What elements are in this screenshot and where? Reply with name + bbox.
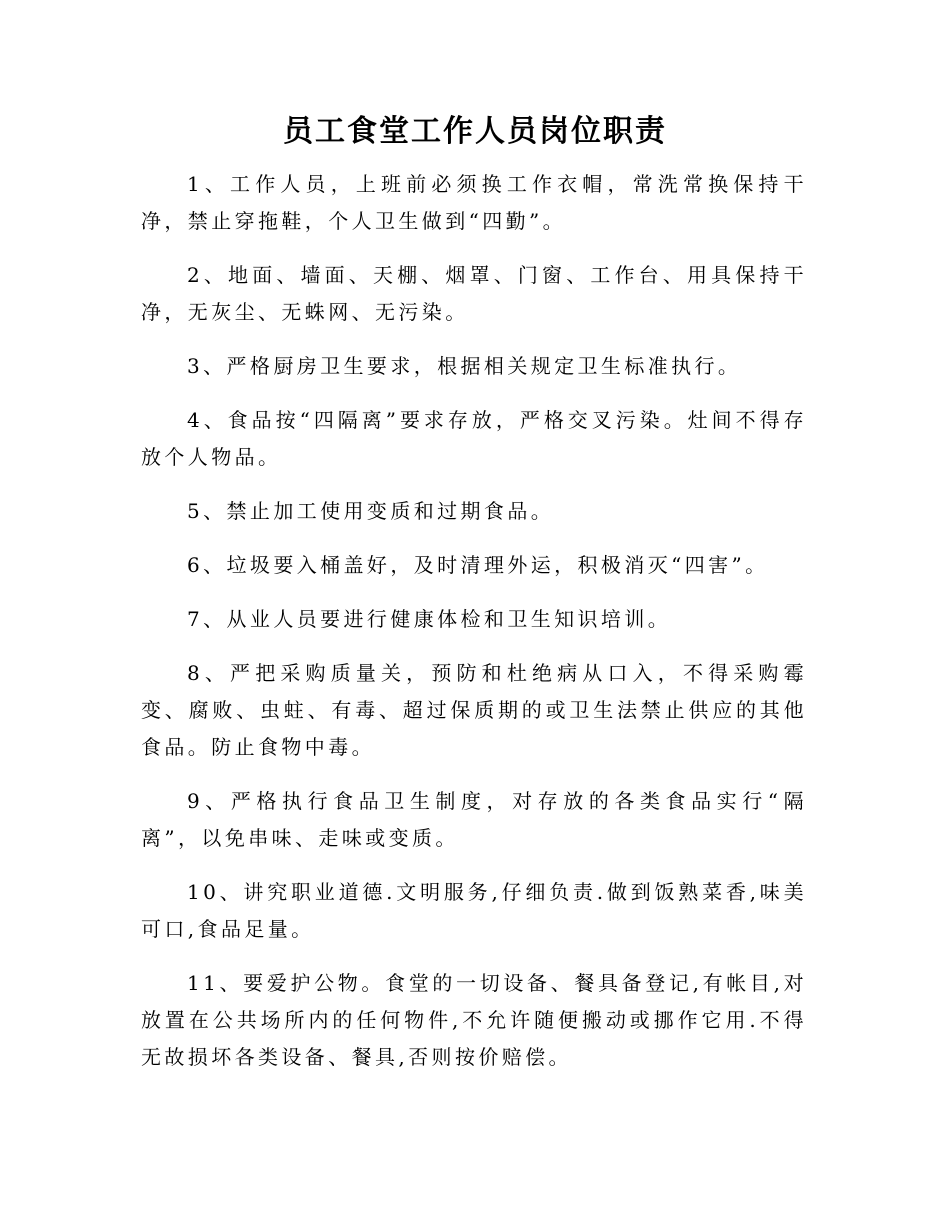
duty-item-9: 9、严格执行食品卫生制度，对存放的各类食品实行“隔离”，以免串味、走味或变质。 — [141, 789, 807, 850]
document-title: 员工食堂工作人员岗位职责 — [283, 114, 667, 149]
duty-item-6: 6、垃圾要入桶盖好，及时清理外运，积极消灭“四害”。 — [187, 553, 769, 577]
duty-item-4: 4、食品按“四隔离”要求存放，严格交叉污染。灶间不得存放个人物品。 — [141, 408, 807, 469]
duty-item-7: 7、从业人员要进行健康体检和卫生知识培训。 — [187, 607, 672, 631]
duty-item-5: 5、禁止加工使用变质和过期食品。 — [187, 499, 555, 523]
duty-item-3: 3、严格厨房卫生要求，根据相关规定卫生标准执行。 — [187, 354, 742, 378]
duty-item-11: 11、要爱护公物。食堂的一切设备、餐具备登记,有帐目,对放置在公共场所内的任何物件,不允许随便搬动或挪作它用.不得无故损坏各类设备、餐具,否则按价赔偿。 — [141, 971, 807, 1069]
duty-item-2: 2、地面、墙面、天棚、烟罩、门窗、工作台、用具保持干净，无灰尘、无蛛网、无污染。 — [141, 263, 807, 324]
duty-item-1: 1、工作人员，上班前必须换工作衣帽，常洗常换保持干净，禁止穿拖鞋，个人卫生做到“四勤”。 — [141, 172, 807, 233]
duty-item-8: 8、严把采购质量关，预防和杜绝病从口入，不得采购霉变、腐败、虫蛀、有毒、超过保质期的或卫生法禁止供应的其他食品。防止食物中毒。 — [141, 661, 807, 759]
duty-item-10: 10、讲究职业道德.文明服务,仔细负责.做到饭熟菜香,味美可口,食品足量。 — [141, 880, 807, 941]
document-body — [141, 166, 807, 1093]
